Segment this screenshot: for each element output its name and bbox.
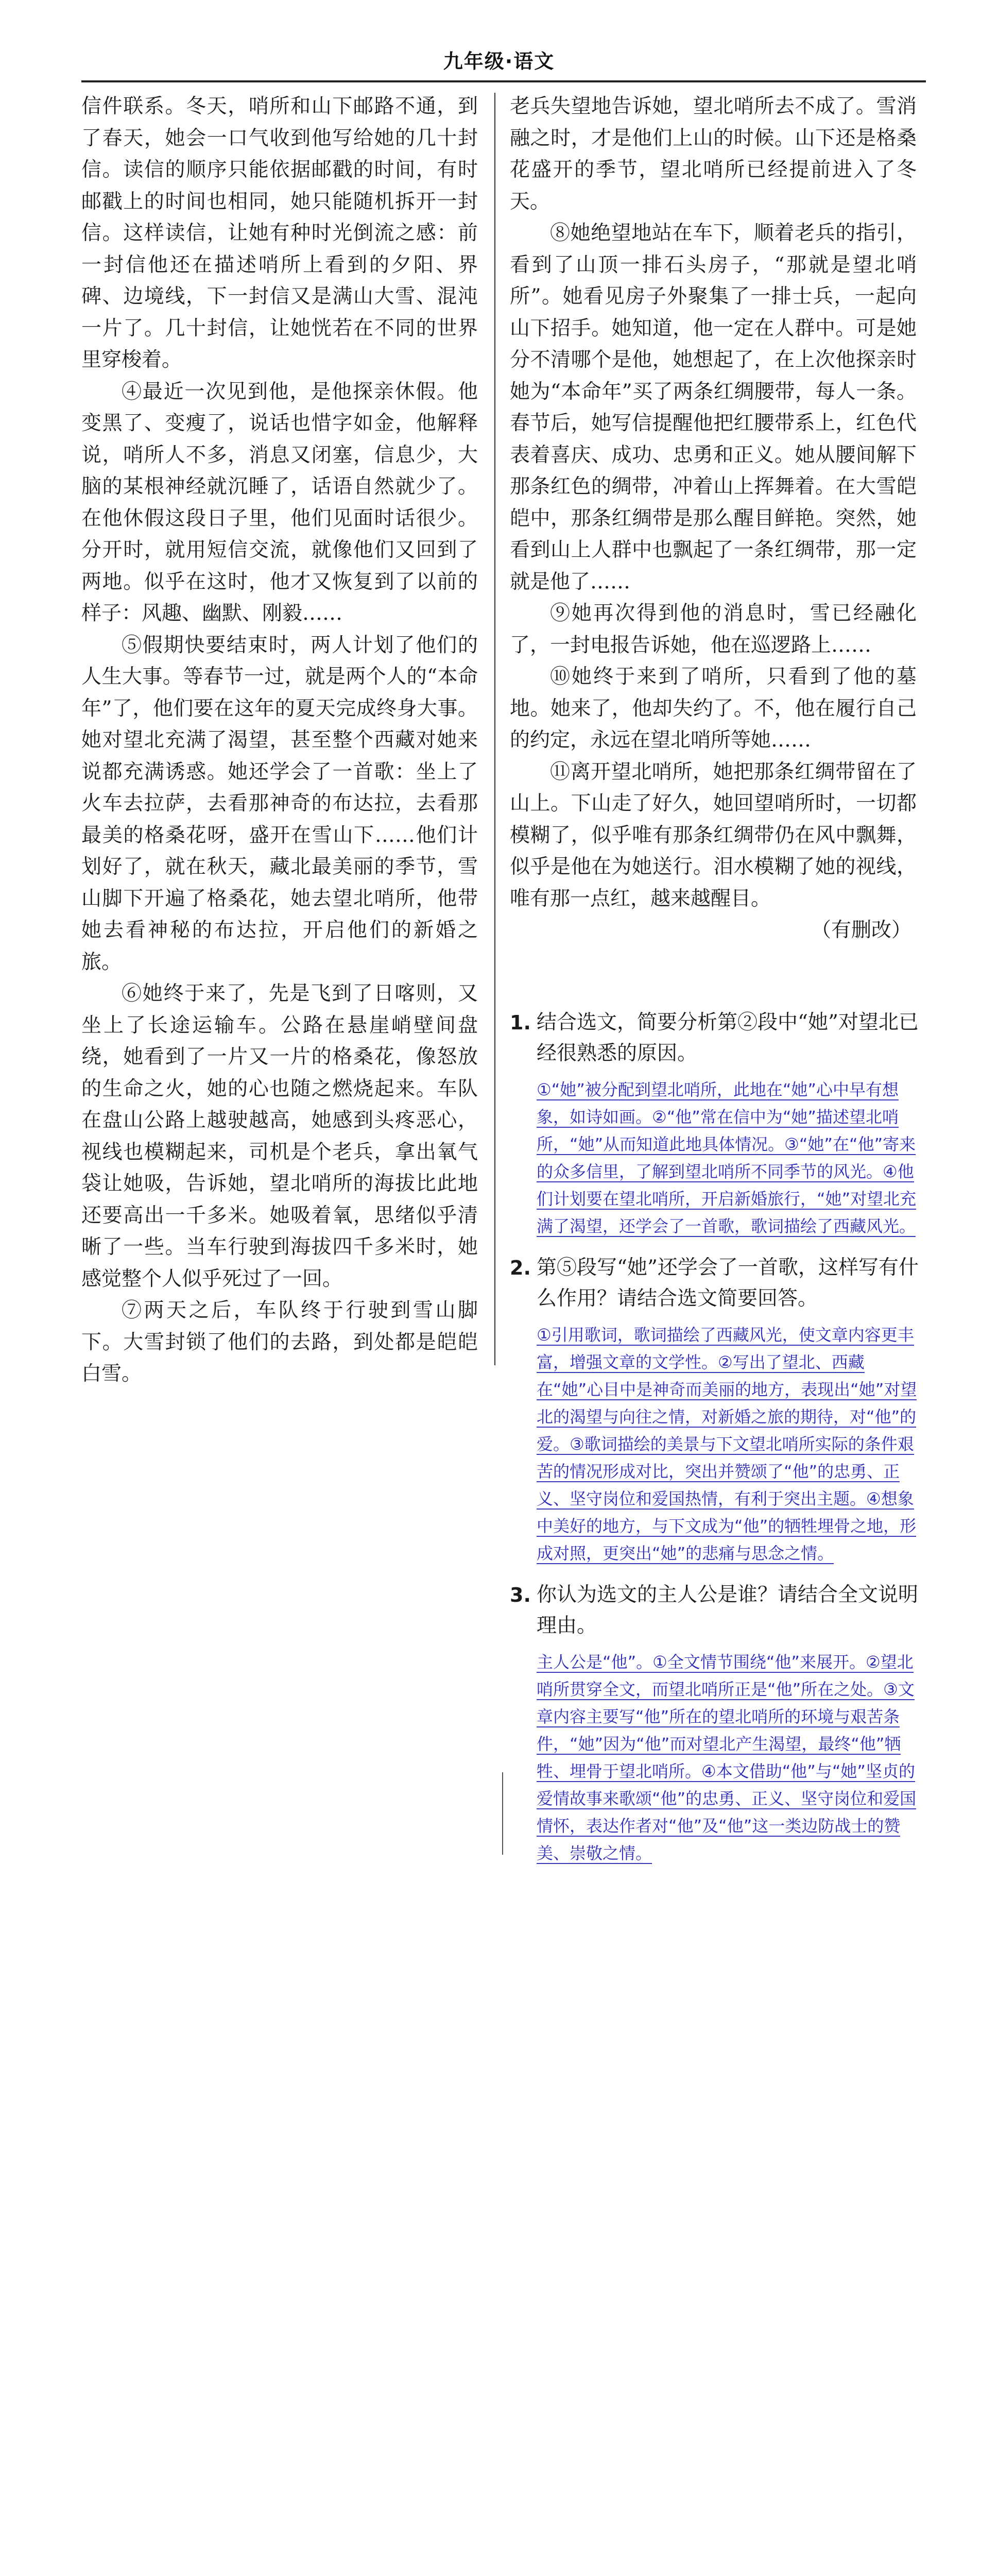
header-rule (81, 80, 926, 82)
answer-content: ①引用歌词，歌词描绘了西藏风光，使文章内容更丰富，增强文章的文学性。②写出了望北、西藏在“她”心目中是神奇而美丽的地方，表现出“她”对望北的渴望与向往之情，对新婚之旅的期待，对“他”的爱。③歌词描绘的美景与下文望北哨所实际的条件艰苦的情况形成对比，突出并赞颂了“他”的忠勇、正义、坚守岗位和爱国热情，有利于突出主题。④想象中美好的地方，与下文成为“他”的牺牲埋骨之地，形成对照，更突出“她”的悲痛与思念之情。 (537, 1325, 917, 1563)
question-text: 结合选文，简要分析第②段中“她”对望北已经很熟悉的原因。 (537, 1011, 919, 1065)
paragraph: ⑨她再次得到他的消息时，雪已经融化了，一封电报告诉她，他在巡逻路上…… (510, 602, 917, 657)
answer-text (537, 1321, 922, 1567)
column-divider (494, 93, 495, 1365)
question-number: 2. (510, 1257, 531, 1279)
answer-text (537, 1076, 922, 1240)
question-number: 1. (510, 1011, 531, 1034)
paragraph: 老兵失望地告诉她，望北哨所去不成了。雪消融之时，才是他们上山的时候。山下还是格桑花盛开的季节，望北哨所已经提前进入了冬天。 (510, 95, 917, 213)
question-text: 第⑤段写“她”还学会了一首歌，这样写有什么作用？请结合选文简要回答。 (537, 1256, 919, 1310)
paragraph: ⑪离开望北哨所，她把那条红绸带留在了山上。下山走了好久，她回望哨所时，一切都模糊了，似乎唯有那条红绸带仍在风中飘舞，似乎是他在为她送行。泪水模糊了她的视线，唯有那一点红，越来越醒目。 (510, 760, 917, 910)
answer-text (537, 1649, 922, 1867)
paragraph: ⑩她终于来到了哨所，只看到了他的墓地。她来了，他却失约了。不，他在履行自己的约定，永远在望北哨所等她…… (510, 665, 917, 752)
question-item (510, 1007, 922, 1240)
paragraph: 信件联系。冬天，哨所和山下邮路不通，到了春天，她会一口气收到他写给她的几十封信。读信的顺序只能依据邮戳的时间，有时邮戳上的时间也相同，她只能随机拆开一封信。这样读信，让她有种时光倒流之感：前一封信他还在描述哨所上看到的夕阳、界碑、边境线，下一封信又是满山大雪、混沌一片了。几十封信，让她恍若在不同的世界里穿梭着。 (81, 95, 478, 371)
paragraph: ⑤假期快要结束时，两人计划了他们的人生大事。等春节一过，就是两个人的“本命年”了，他们要在这年的夏天完成终身大事。她对望北充满了渴望，甚至整个西藏对她来说都充满诱惑。她还学会了一首歌：坐上了火车去拉萨，去看那神奇的布达拉，去看那最美的格桑花呀，盛开在雪山下……他们计划好了，就在秋天，藏北最美丽的季节，雪山脚下开遍了格桑花，她去望北哨所，他带她去看神秘的布达拉，开启他们的新婚之旅。 (81, 633, 478, 974)
left-column (81, 91, 478, 1390)
answer-content: ①“她”被分配到望北哨所，此地在“她”心中早有想象，如诗如画。②“他”常在信中为“她”描述望北哨所，“她”从而知道此地具体情况。③“她”在“他”寄来的众多信里，了解到望北哨所不同季节的风光。④他们计划要在望北哨所，开启新婚旅行，“她”对望北充满了渴望，还学会了一首歌，歌词描绘了西藏风光。 (537, 1080, 917, 1236)
page-header-title: 九年级·语文 (443, 50, 555, 73)
source-note: （有删改） (811, 919, 911, 942)
paragraph: ⑦两天之后，车队终于行驶到雪山脚下。大雪封锁了他们的去路，到处都是皑皑白雪。 (81, 1299, 478, 1385)
question-section (510, 1007, 922, 1879)
answer-content: 主人公是“他”。①全文情节围绕“他”来展开。②望北哨所贯穿全文，而望北哨所正是“他”所在之处。③文章内容主要写“他”所在的望北哨所的环境与艰苦条件，“她”因为“他”而对望北产生渴望，最终“他”牺牲、埋骨于望北哨所。④本文借助“他”与“她”坚贞的爱情故事来歌颂“他”的忠勇、正义、坚守岗位和爱国情怀，表达作者对“他”及“他”这一类边防战士的赞美、崇敬之情。 (537, 1652, 917, 1863)
paragraph: ⑥她终于来了，先是飞到了日喀则，又坐上了长途运输车。公路在悬崖峭壁间盘绕，她看到了一片又一片的格桑花，像怒放的生命之火，她的心也随之燃烧起来。车队在盘山公路上越驶越高，她感到头疼恶心，视线也模糊起来，司机是个老兵，拿出氧气袋让她吸，告诉她，望北哨所的海拔比此地还要高出一千多米。她吸着氧，思绪似乎清晰了一些。当车行驶到海拔四千多米时，她感觉整个人似乎死过了一回。 (81, 982, 478, 1291)
paragraph: ⑧她绝望地站在车下，顺着老兵的指引，看到了山顶一排石头房子，“那就是望北哨所”。她看见房子外聚集了一排士兵，一起向山下招手。她知道，他一定在人群中。可是她分不清哪个是他，她想起了，在上次他探亲时她为“本命年”买了两条红绸腰带，每人一条。春节后，她写信提醒他把红腰带系上，红色代表着喜庆、成功、忠勇和正义。她从腰间解下那条红色的绸带，冲着山上挥舞着。在大雪皑皑中，那条红绸带是那么醒目鲜艳。突然，她看到山上人群中也飘起了一条红绸带，那一定就是他了…… (510, 222, 917, 594)
right-column (510, 91, 917, 946)
margin-line (502, 1772, 503, 1855)
question-text: 你认为选文的主人公是谁？请结合全文说明理由。 (537, 1583, 919, 1637)
question-item (510, 1580, 922, 1867)
paragraph: ④最近一次见到他，是他探亲休假。他变黑了、变瘦了，说话也惜字如金，他解释说，哨所人不多，消息又闭塞，信息少，大脑的某根神经就沉睡了，话语自然就少了。在他休假这段日子里，他们见面时话很少。分开时，就用短信交流，就像他们又回到了两地。似乎在这时，他才又恢复到了以前的样子：风趣、幽默、刚毅…… (81, 380, 478, 625)
question-number: 3. (510, 1584, 531, 1606)
question-item (510, 1252, 922, 1567)
page-footer (0, 1862, 998, 1914)
